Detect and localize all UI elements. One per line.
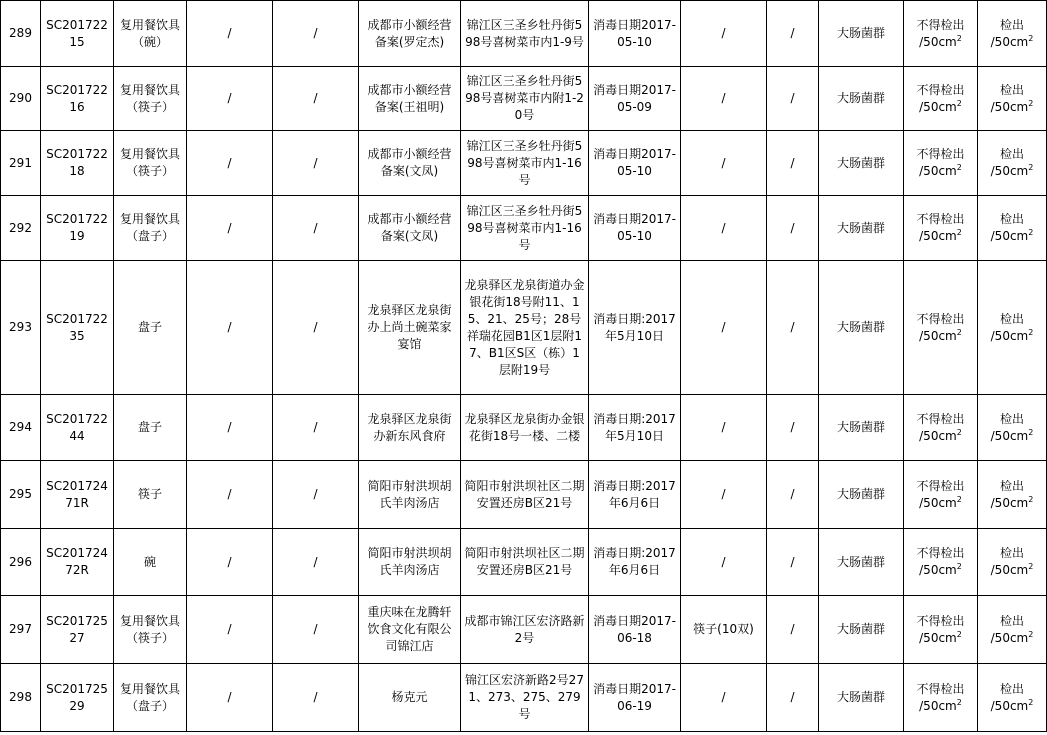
area-unit-text: /50cm: [990, 630, 1029, 645]
result-text: 检出: [999, 82, 1024, 97]
sample-name-cell: 复用餐饮具（筷子）: [114, 131, 187, 196]
table-row: [1, 664, 1047, 732]
area-unit-text: /50cm: [919, 428, 957, 443]
area-unit: [981, 34, 1043, 51]
area-unit-text: /50cm: [919, 630, 957, 645]
slash-cell-1: /: [187, 664, 273, 732]
table-row: [1, 67, 1047, 131]
entity-address-cell: 龙泉驿区龙泉街道办金银花街18号附11、15、21、25号；28号祥瑞花园B1区1层附17、B1区S区（栋）1层附19号: [461, 261, 589, 395]
slash-cell-1: /: [187, 1, 273, 67]
standard-text: 不得检出: [916, 613, 965, 628]
slash-cell-2: /: [273, 461, 359, 529]
slash-cell-3: /: [767, 529, 819, 596]
area-unit: [981, 698, 1043, 715]
row-number-cell: 292: [1, 196, 41, 261]
entity-name-cell: 成都市小额经营备案(王祖明): [359, 67, 461, 131]
result-cell: [978, 261, 1047, 395]
spec-cell: /: [681, 67, 767, 131]
standard-text: 不得检出: [916, 546, 965, 560]
area-unit-exponent: 2: [956, 562, 962, 571]
row-number-cell: 290: [1, 67, 41, 131]
area-unit: [907, 562, 974, 579]
standard-cell: [904, 261, 978, 395]
table-row: [1, 596, 1047, 664]
area-unit: [907, 34, 974, 51]
entity-name-cell: 成都市小额经营备案(罗定杰): [359, 1, 461, 67]
standard-cell: [904, 596, 978, 664]
standard-text: 不得检出: [916, 147, 965, 161]
slash-cell-3: /: [767, 395, 819, 461]
area-unit-exponent: 2: [1028, 494, 1034, 504]
slash-cell-1: /: [187, 261, 273, 395]
area-unit: [907, 99, 974, 116]
area-unit: [907, 228, 974, 245]
entity-name-cell: 成都市小额经营备案(文凤): [359, 131, 461, 196]
spec-cell: /: [681, 461, 767, 529]
disinfection-date-cell: 消毒日期2017-06-18: [589, 596, 681, 664]
result-text: 检出: [999, 311, 1024, 326]
area-unit-exponent: 2: [956, 494, 962, 504]
result-cell: [978, 596, 1047, 664]
row-number-cell: 297: [1, 596, 41, 664]
area-unit-text: /50cm: [919, 229, 957, 243]
standard-cell: [904, 67, 978, 131]
result-cell: [978, 395, 1047, 461]
disinfection-date-cell: 消毒日期2017-06-19: [589, 664, 681, 732]
area-unit-exponent: 2: [956, 98, 962, 108]
slash-cell-3: /: [767, 461, 819, 529]
area-unit-text: /50cm: [919, 99, 957, 114]
area-unit: [981, 163, 1043, 180]
standard-text: 不得检出: [916, 212, 965, 226]
standard-cell: [904, 196, 978, 261]
table-row: [1, 461, 1047, 529]
test-item-cell: 大肠菌群: [819, 261, 904, 395]
entity-address-cell: 锦江区三圣乡牡丹街598号喜树菜市内1-9号: [461, 1, 589, 67]
sample-code-cell: SC20172235: [41, 261, 114, 395]
area-unit-exponent: 2: [1028, 228, 1034, 237]
result-cell: [978, 461, 1047, 529]
slash-cell-1: /: [187, 196, 273, 261]
slash-cell-2: /: [273, 67, 359, 131]
result-cell: [978, 1, 1047, 67]
area-unit-exponent: 2: [956, 163, 962, 172]
disinfection-date-cell: 消毒日期:2017年5月10日: [589, 395, 681, 461]
slash-cell-1: /: [187, 395, 273, 461]
slash-cell-2: /: [273, 196, 359, 261]
sample-code-cell: SC20172219: [41, 196, 114, 261]
slash-cell-1: /: [187, 529, 273, 596]
area-unit-exponent: 2: [956, 228, 962, 237]
area-unit-text: /50cm: [990, 99, 1029, 114]
area-unit: [981, 495, 1043, 512]
spec-cell: /: [681, 131, 767, 196]
disinfection-date-cell: 消毒日期2017-05-10: [589, 196, 681, 261]
spec-cell: 筷子(10双): [681, 596, 767, 664]
area-unit: [981, 328, 1043, 345]
area-unit: [907, 163, 974, 180]
entity-name-cell: 杨克元: [359, 664, 461, 732]
sample-name-cell: 筷子: [114, 461, 187, 529]
row-number-cell: 289: [1, 1, 41, 67]
slash-cell-3: /: [767, 261, 819, 395]
disinfection-date-cell: 消毒日期2017-05-10: [589, 1, 681, 67]
sample-name-cell: 复用餐饮具（盘子）: [114, 664, 187, 732]
entity-name-cell: 简阳市射洪坝胡氏羊肉汤店: [359, 461, 461, 529]
row-number-cell: 294: [1, 395, 41, 461]
area-unit: [981, 228, 1043, 245]
sample-code-cell: SC20172215: [41, 1, 114, 67]
sample-code-cell: SC20172471R: [41, 461, 114, 529]
result-text: 检出: [999, 681, 1024, 696]
result-text: 检出: [999, 546, 1024, 560]
standard-text: 不得检出: [916, 681, 965, 696]
area-unit-text: /50cm: [919, 34, 957, 49]
result-text: 检出: [999, 411, 1024, 426]
sample-code-cell: SC20172216: [41, 67, 114, 131]
area-unit-exponent: 2: [1028, 33, 1034, 43]
table-row: [1, 261, 1047, 395]
result-text: 检出: [999, 212, 1024, 226]
area-unit-text: /50cm: [919, 698, 957, 713]
table-body: [1, 1, 1047, 732]
slash-cell-2: /: [273, 261, 359, 395]
area-unit-exponent: 2: [956, 629, 962, 639]
disinfection-date-cell: 消毒日期:2017年6月6日: [589, 461, 681, 529]
disinfection-date-cell: 消毒日期2017-05-10: [589, 131, 681, 196]
standard-text: 不得检出: [916, 411, 965, 426]
standard-cell: [904, 664, 978, 732]
result-text: 检出: [999, 147, 1024, 161]
area-unit-exponent: 2: [1028, 163, 1034, 172]
area-unit-text: /50cm: [919, 495, 957, 510]
test-item-cell: 大肠菌群: [819, 395, 904, 461]
area-unit-text: /50cm: [990, 328, 1029, 343]
spec-cell: /: [681, 261, 767, 395]
slash-cell-1: /: [187, 131, 273, 196]
slash-cell-2: /: [273, 1, 359, 67]
standard-text: 不得检出: [916, 311, 965, 326]
test-item-cell: 大肠菌群: [819, 67, 904, 131]
slash-cell-3: /: [767, 196, 819, 261]
table-row: [1, 1, 1047, 67]
disinfection-date-cell: 消毒日期:2017年6月6日: [589, 529, 681, 596]
entity-name-cell: 重庆味在龙腾轩饮食文化有限公司锦江店: [359, 596, 461, 664]
result-text: 检出: [999, 613, 1024, 628]
standard-cell: [904, 529, 978, 596]
slash-cell-3: /: [767, 664, 819, 732]
entity-address-cell: 简阳市射洪坝社区二期安置还房B区21号: [461, 529, 589, 596]
area-unit: [981, 99, 1043, 116]
disinfection-date-cell: 消毒日期2017-05-09: [589, 67, 681, 131]
table-row: [1, 131, 1047, 196]
table-row: [1, 196, 1047, 261]
test-item-cell: 大肠菌群: [819, 1, 904, 67]
entity-name-cell: 成都市小额经营备案(文凤): [359, 196, 461, 261]
area-unit-exponent: 2: [1028, 629, 1034, 639]
standard-cell: [904, 131, 978, 196]
result-cell: [978, 67, 1047, 131]
area-unit-text: /50cm: [990, 698, 1029, 713]
sample-name-cell: 盘子: [114, 261, 187, 395]
area-unit-text: /50cm: [919, 164, 957, 178]
entity-name-cell: 龙泉驿区龙泉街办上尚土碗菜家宴馆: [359, 261, 461, 395]
result-text: 检出: [999, 478, 1024, 493]
slash-cell-3: /: [767, 1, 819, 67]
area-unit-exponent: 2: [956, 327, 962, 337]
row-number-cell: 296: [1, 529, 41, 596]
area-unit-exponent: 2: [956, 427, 962, 437]
entity-address-cell: 简阳市射洪坝社区二期安置还房B区21号: [461, 461, 589, 529]
slash-cell-3: /: [767, 596, 819, 664]
spec-cell: /: [681, 395, 767, 461]
row-number-cell: 291: [1, 131, 41, 196]
entity-address-cell: 锦江区三圣乡牡丹街598号喜树菜市内1-16号: [461, 196, 589, 261]
area-unit-text: /50cm: [919, 563, 957, 577]
entity-name-cell: 龙泉驿区龙泉街办新东风食府: [359, 395, 461, 461]
slash-cell-2: /: [273, 131, 359, 196]
area-unit: [907, 328, 974, 345]
standard-cell: [904, 1, 978, 67]
test-item-cell: 大肠菌群: [819, 529, 904, 596]
sample-name-cell: 复用餐饮具（筷子）: [114, 67, 187, 131]
area-unit: [981, 562, 1043, 579]
area-unit-text: /50cm: [990, 34, 1029, 49]
area-unit: [907, 495, 974, 512]
result-text: 检出: [999, 17, 1024, 32]
row-number-cell: 293: [1, 261, 41, 395]
slash-cell-3: /: [767, 131, 819, 196]
entity-address-cell: 锦江区三圣乡牡丹街598号喜树菜市内附1-20号: [461, 67, 589, 131]
entity-address-cell: 龙泉驿区龙泉街办金银花街18号一楼、二楼: [461, 395, 589, 461]
standard-text: 不得检出: [916, 478, 965, 493]
area-unit-exponent: 2: [956, 33, 962, 43]
slash-cell-1: /: [187, 461, 273, 529]
result-cell: [978, 196, 1047, 261]
entity-address-cell: 成都市锦江区宏济路新2号: [461, 596, 589, 664]
standard-cell: [904, 395, 978, 461]
test-item-cell: 大肠菌群: [819, 664, 904, 732]
table-row: [1, 529, 1047, 596]
slash-cell-1: /: [187, 596, 273, 664]
sample-name-cell: 碗: [114, 529, 187, 596]
test-item-cell: 大肠菌群: [819, 596, 904, 664]
area-unit-text: /50cm: [919, 328, 957, 343]
sample-name-cell: 复用餐饮具（盘子）: [114, 196, 187, 261]
area-unit: [907, 698, 974, 715]
slash-cell-1: /: [187, 67, 273, 131]
sample-name-cell: 复用餐饮具（筷子）: [114, 596, 187, 664]
row-number-cell: 295: [1, 461, 41, 529]
result-cell: [978, 529, 1047, 596]
area-unit: [981, 428, 1043, 445]
entity-address-cell: 锦江区宏济新路2号271、273、275、279号: [461, 664, 589, 732]
area-unit: [981, 630, 1043, 647]
slash-cell-2: /: [273, 529, 359, 596]
sample-code-cell: SC20172244: [41, 395, 114, 461]
area-unit-exponent: 2: [1028, 562, 1034, 571]
entity-name-cell: 简阳市射洪坝胡氏羊肉汤店: [359, 529, 461, 596]
area-unit-exponent: 2: [1028, 697, 1034, 707]
sample-code-cell: SC20172218: [41, 131, 114, 196]
spec-cell: /: [681, 1, 767, 67]
area-unit: [907, 630, 974, 647]
sample-name-cell: 盘子: [114, 395, 187, 461]
slash-cell-2: /: [273, 596, 359, 664]
standard-cell: [904, 461, 978, 529]
row-number-cell: 298: [1, 664, 41, 732]
spec-cell: /: [681, 196, 767, 261]
area-unit-text: /50cm: [990, 229, 1029, 243]
standard-text: 不得检出: [916, 82, 965, 97]
spec-cell: /: [681, 664, 767, 732]
result-cell: [978, 664, 1047, 732]
table-row: [1, 395, 1047, 461]
spec-cell: /: [681, 529, 767, 596]
area-unit: [907, 428, 974, 445]
area-unit-exponent: 2: [1028, 98, 1034, 108]
area-unit-text: /50cm: [990, 495, 1029, 510]
sample-name-cell: 复用餐饮具（碗）: [114, 1, 187, 67]
disinfection-date-cell: 消毒日期:2017年5月10日: [589, 261, 681, 395]
result-cell: [978, 131, 1047, 196]
test-item-cell: 大肠菌群: [819, 196, 904, 261]
test-item-cell: 大肠菌群: [819, 131, 904, 196]
slash-cell-3: /: [767, 67, 819, 131]
area-unit-text: /50cm: [990, 428, 1029, 443]
area-unit-exponent: 2: [956, 697, 962, 707]
sample-code-cell: SC20172529: [41, 664, 114, 732]
slash-cell-2: /: [273, 664, 359, 732]
area-unit-text: /50cm: [990, 563, 1029, 577]
area-unit-exponent: 2: [1028, 427, 1034, 437]
sample-code-cell: SC20172527: [41, 596, 114, 664]
entity-address-cell: 锦江区三圣乡牡丹街598号喜树菜市内1-16号: [461, 131, 589, 196]
standard-text: 不得检出: [916, 17, 965, 32]
area-unit-text: /50cm: [990, 164, 1029, 178]
test-item-cell: 大肠菌群: [819, 461, 904, 529]
slash-cell-2: /: [273, 395, 359, 461]
area-unit-exponent: 2: [1028, 327, 1034, 337]
sample-code-cell: SC20172472R: [41, 529, 114, 596]
